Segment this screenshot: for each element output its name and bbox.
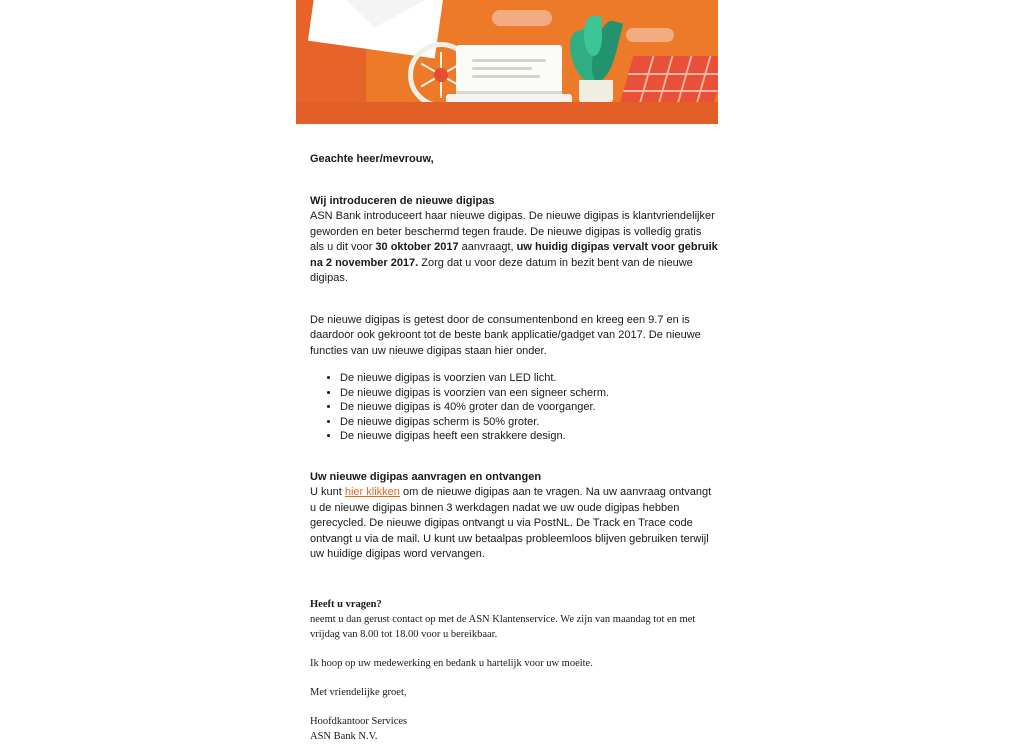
intro-heading: Wij introduceren de nieuwe digipas <box>310 194 495 207</box>
footer-block <box>310 563 718 744</box>
intro-deadline-date: 30 oktober 2017 <box>375 241 459 253</box>
questions-heading: Heeft u vragen? <box>310 598 382 610</box>
sender-company: ASN Bank N.V. <box>310 730 378 742</box>
laptop-screen-line <box>472 59 546 62</box>
list-item: • De nieuwe digipas scherm is 50% groter. <box>340 415 718 430</box>
request-digipas-link[interactable]: hier klikken <box>344 486 400 498</box>
letter-body <box>296 152 718 744</box>
list-item: • De nieuwe digipas heeft een strakkere design. <box>340 429 718 444</box>
request-text-part-2: om de nieuwe digipas aan te vragen. Na uw aanvraag ontvangt u de nieuwe digipas binnen 3 werkdagen nadat we uw oude digipas hebben gerecycled. De nieuwe digipas ontvangt u via PostNL. De Track en Trace code ontvangt u via de mail. U kunt uw betaalpas probleemloos blijven gebruiken terwijl uw huidige digipas word vervangen. <box>310 486 712 560</box>
cloud-icon <box>626 28 674 42</box>
solar-grid-line <box>657 56 674 108</box>
intro-text-part-2: aanvraagt, <box>458 241 517 253</box>
solar-grid-line <box>695 56 712 108</box>
sender-department: Hoofdkantoor Services <box>310 715 408 727</box>
desk-surface <box>296 102 718 124</box>
leaf-icon <box>583 16 602 57</box>
solar-grid-line <box>623 90 718 92</box>
intro-expiry-notice: uw huidig digipas vervalt voor gebruik na 2 november 2017. <box>310 241 718 269</box>
questions-text: neemt u dan gerust contact op met de ASN Klantenservice. We zijn van maandag tot en met vrijdag van 8.00 tot 18.00 voor u bereikbaar. <box>310 613 696 640</box>
request-heading: Uw nieuwe digipas aanvragen en ontvangen <box>310 470 542 483</box>
laptop-screen-line <box>472 67 532 70</box>
intro-text-part-1: ASN Bank introduceert haar nieuwe digipas. De nieuwe digipas is klantvriendelijker geworden en beter beschermd tegen fraude. De nieuwe digipas is volledig gratis als u dit voor <box>310 210 715 253</box>
intro-paragraph <box>310 168 718 287</box>
salutation: Geachte heer/mevrouw, <box>310 153 434 165</box>
solar-panel-icon <box>619 56 718 108</box>
closing-text: Met vriendelijke groet, <box>310 686 407 698</box>
hero-illustration <box>296 0 718 124</box>
solar-grid-line <box>628 73 718 75</box>
intro-text-part-3: Zorg dat u voor deze datum in bezit bent van de nieuwe digipas. <box>310 256 693 284</box>
request-text-part-1: U kunt <box>310 486 345 498</box>
list-item: • De nieuwe digipas is voorzien van een signeer scherm. <box>340 386 718 401</box>
solar-grid-line <box>638 56 655 108</box>
features-list <box>310 371 718 444</box>
laptop-icon <box>456 45 562 94</box>
wheel-hub <box>434 68 448 82</box>
list-item: • De nieuwe digipas is 40% groter dan de voorganger. <box>340 400 718 415</box>
solar-grid-line <box>676 56 693 108</box>
letter-container <box>296 0 718 744</box>
test-paragraph: De nieuwe digipas is getest door de consumentenbond en kreeg een 9.7 en is daardoor ook gekroont tot de beste bank applicatie/gadget van 2017. De nieuwe functies van uw nieuwe digipas staan hier onder. <box>310 313 701 357</box>
request-paragraph <box>310 444 718 563</box>
cloud-icon <box>492 10 552 26</box>
sender-block <box>310 714 718 744</box>
thanks-text: Ik hoop op uw medewerking en bedank u hartelijk voor uw moeite. <box>310 657 593 669</box>
list-item: • De nieuwe digipas is voorzien van LED licht. <box>340 371 718 386</box>
laptop-screen-line <box>472 75 540 78</box>
